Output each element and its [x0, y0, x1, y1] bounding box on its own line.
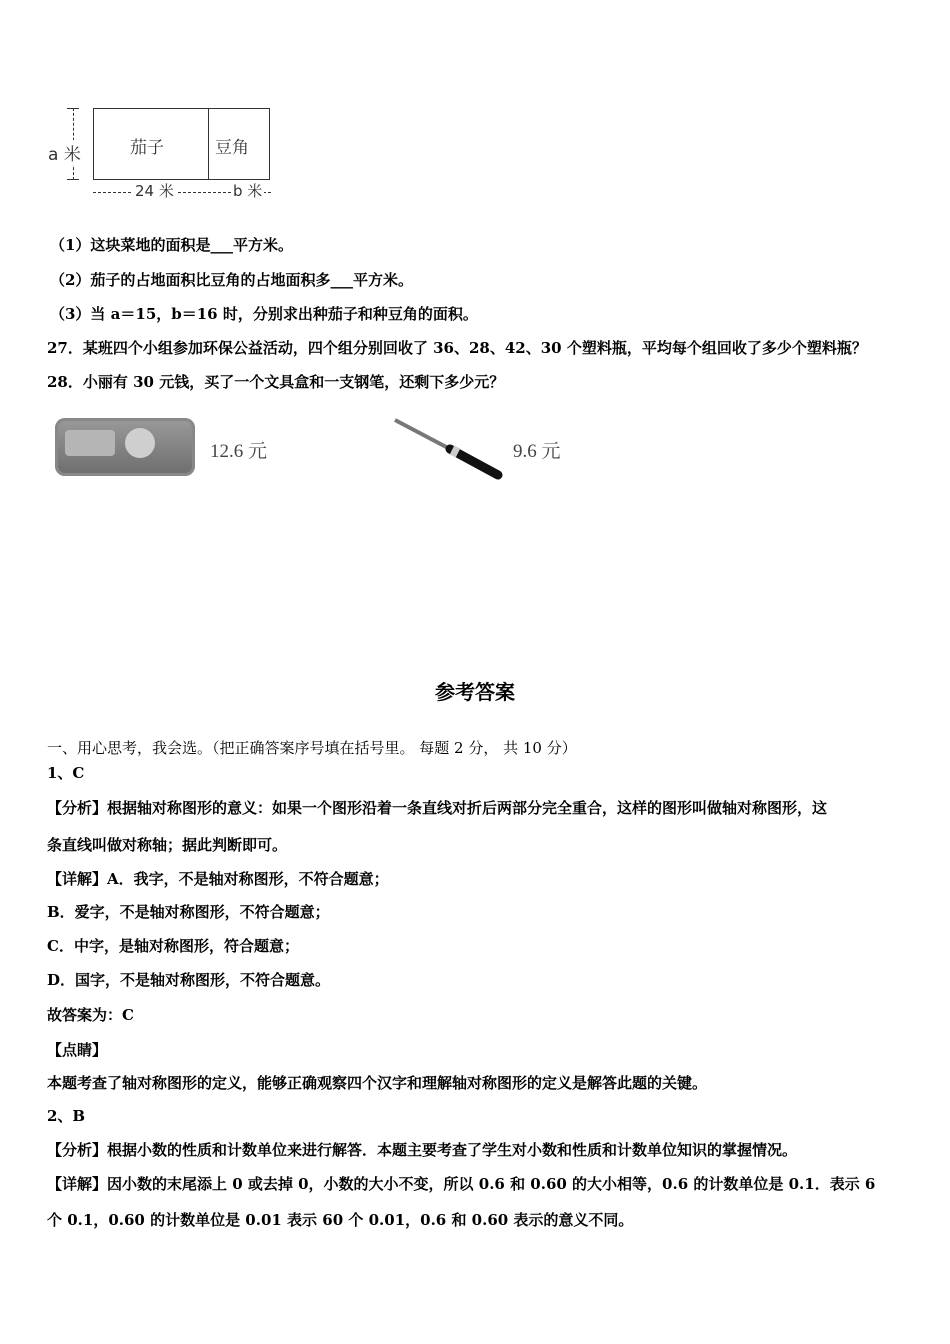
answer-2: 2、B — [47, 1107, 86, 1125]
answer-1-detail-a: 【详解】A．我字，不是轴对称图形，不符合题意； — [47, 870, 389, 888]
tick — [67, 108, 79, 109]
answer-1-detail-c: C．中字，是轴对称图形，符合题意； — [47, 937, 299, 955]
answer-1: 1、C — [47, 764, 85, 782]
question-part-1: （1）这块菜地的面积是___平方米。 — [50, 236, 293, 254]
question-28: 28．小丽有 30 元钱，买了一个文具盒和一支钢笔，还剩下多少元？ — [47, 373, 505, 391]
tick — [67, 179, 79, 180]
eggplant-label: 茄子 — [130, 138, 164, 158]
pencil-box-image — [55, 418, 195, 476]
width-label-b: b 米 — [233, 182, 263, 200]
answer-2-detail-cont: 个 0.1，0.60 的计数单位是 0.01 表示 60 个 0.01，0.6 和 0.60 表示的意义不同。 — [47, 1211, 634, 1229]
answer-1-detail-d: D．国字，不是轴对称图形，不符合题意。 — [47, 971, 331, 989]
pen-price: 9.6 元 — [513, 441, 561, 462]
pencil-box-price: 12.6 元 — [210, 441, 268, 462]
answer-1-conclusion: 故答案为：C — [47, 1006, 134, 1024]
bean-label: 豆角 — [215, 138, 249, 158]
height-label: a 米 — [48, 140, 81, 165]
vegetable-plot-diagram — [45, 100, 285, 200]
answer-1-comment: 本题考查了轴对称图形的定义，能够正确观察四个汉字和理解轴对称图形的定义是解答此题的关键。 — [47, 1074, 708, 1092]
width-label-24: 24 米 — [135, 182, 174, 200]
bean-area — [207, 108, 270, 180]
answer-1-analysis: 【分析】根据轴对称图形的意义：如果一个图形沿着一条直线对折后两部分完全重合，这样的图形叫做轴对称图形，这 — [47, 799, 828, 817]
question-part-2: （2）茄子的占地面积比豆角的占地面积多___平方米。 — [50, 271, 413, 289]
answer-2-detail: 【详解】因小数的末尾添上 0 或去掉 0，小数的大小不变，所以 0.6 和 0.60 的大小相等，0.6 的计数单位是 0.1．表示 6 — [47, 1175, 876, 1193]
answer-2-analysis: 【分析】根据小数的性质和计数单位来进行解答．本题主要考查了学生对小数和性质和计数单位知识的掌握情况。 — [47, 1141, 798, 1159]
answer-1-detail-b: B．爱字，不是轴对称图形，不符合题意； — [47, 903, 330, 921]
answer-1-comment-label: 【点睛】 — [47, 1041, 108, 1059]
section-heading: 一、用心思考，我会选。（把正确答案序号填在括号里。 每题 2 分， 共 10 分） — [47, 739, 577, 757]
question-part-3: （3）当 a＝15，b＝16 时，分别求出种茄子和种豆角的面积。 — [50, 305, 478, 323]
answer-1-analysis-cont: 条直线叫做对称轴；据此判断即可。 — [47, 836, 288, 854]
fountain-pen-image — [390, 415, 505, 480]
eggplant-area — [93, 108, 209, 180]
answer-title: 参考答案 — [435, 680, 515, 704]
question-27: 27．某班四个小组参加环保公益活动，四个组分别回收了 36、28、42、30 个塑料瓶，平均每个组回收了多少个塑料瓶？ — [47, 339, 867, 357]
